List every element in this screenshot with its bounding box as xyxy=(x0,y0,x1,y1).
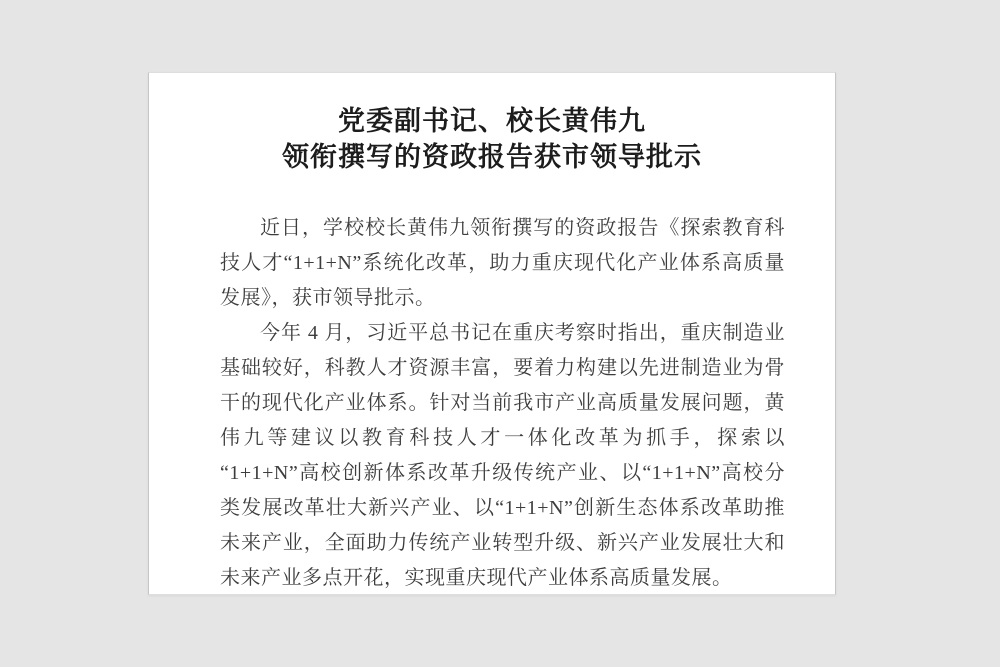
article-paragraph-2: 今年 4 月，习近平总书记在重庆考察时指出，重庆制造业基础较好，科教人才资源丰富，要着力构建以先进制造业为骨干的现代化产业体系。针对当前我市产业高质量发展问题，黄伟九等建议以教育科技人才一体化改革为抓手，探索以“1+1+N”高校创新体系改革升级传统产业、以“1+1+N”高校分类发展改革壮大新兴产业、以“1+1+N”创新生态体系改革助推未来产业，全面助力传统产业转型升级、新兴产业发展壮大和未来产业多点开花，实现重庆现代产业体系高质量发展。 xyxy=(220,322,785,589)
article-paragraph-1: 近日，学校校长黄伟九领衔撰写的资政报告《探索教育科技人才“1+1+N”系统化改革，助力重庆现代化产业体系高质量发展》，获市领导批示。 xyxy=(220,217,785,309)
article-title xyxy=(149,103,835,175)
article-title-line-2: 领衔撰写的资政报告获市领导批示 xyxy=(282,142,702,172)
article-title-line-1: 党委副书记、校长黄伟九 xyxy=(338,106,646,136)
article-body xyxy=(149,211,835,596)
article-card xyxy=(148,72,836,595)
